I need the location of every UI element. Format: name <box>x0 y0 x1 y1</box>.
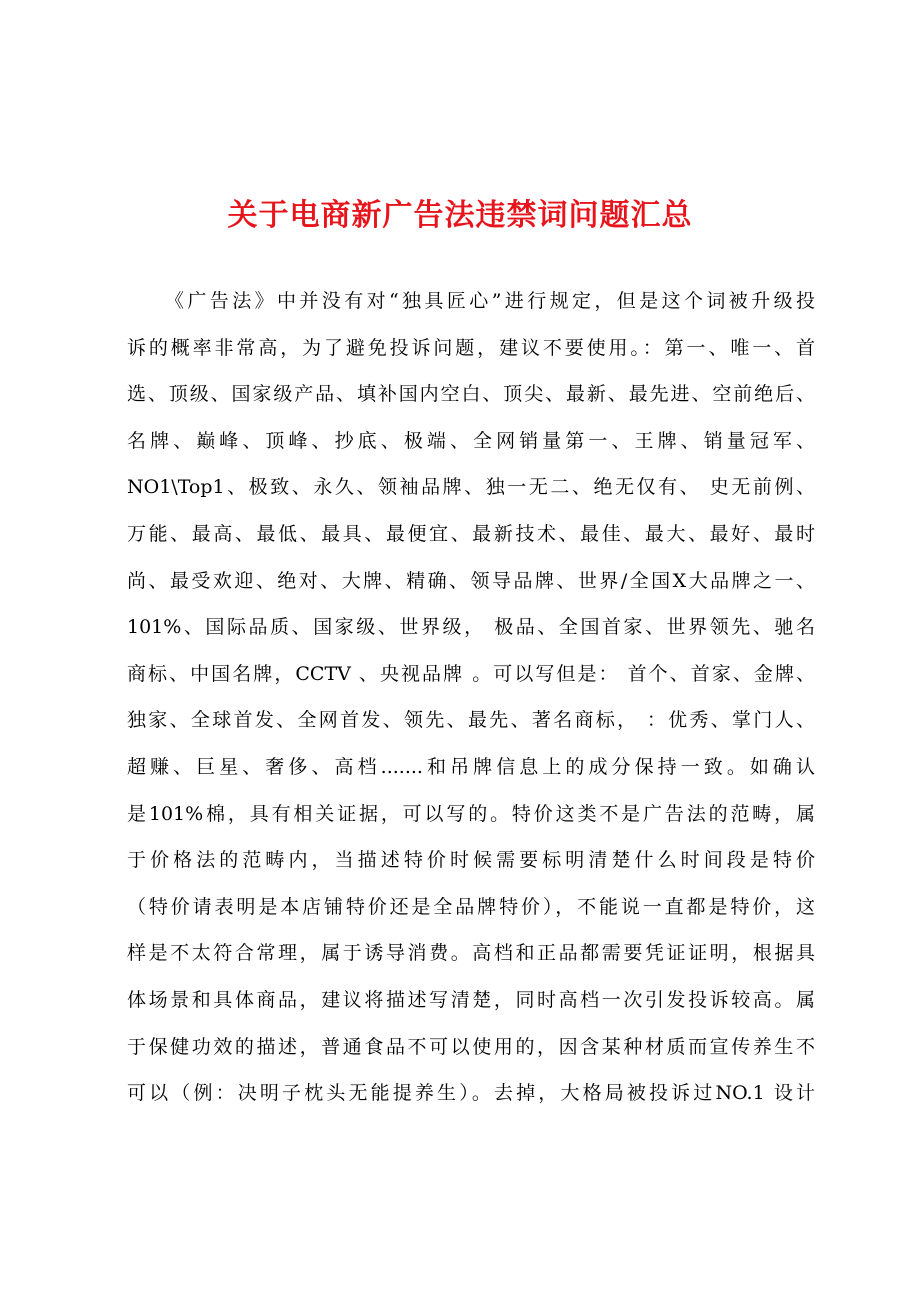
text-line: 可以（例：决明子枕头无能提养生）。去掉，大格局被投诉过NO.1 设计 <box>127 1082 815 1105</box>
text-line: （特价请表明是本店铺特价还是全品牌特价），不能说一直都是特价，这 <box>127 895 815 918</box>
text-line: 于价格法的范畴内，当描述特价时候需要标明清楚什么时间段是特价 <box>127 849 815 872</box>
text-line: 万能、最高、最低、最具、最便宜、最新技术、最佳、最大、最好、最时 <box>127 522 815 545</box>
body-paragraph <box>127 278 815 1117</box>
text-line: 于保健功效的描述，普通食品不可以使用的，因含某种材质而宣传养生不 <box>127 1035 815 1058</box>
text-line: 名牌、巅峰、顶峰、抄底、极端、全网销量第一、王牌、销量冠军、 <box>127 429 815 452</box>
text-line: NO1\Top1、极致、永久、领袖品牌、独一无二、绝无仅有、 史无前例、 <box>127 476 815 499</box>
text-line: 独家、全球首发、全网首发、领先、最先、著名商标， ：优秀、掌门人、 <box>127 709 815 732</box>
text-line: 诉的概率非常高，为了避免投诉问题，建议不要使用。：第一、唯一、首 <box>127 336 815 359</box>
text-line: 尚、最受欢迎、绝对、大牌、精确、领导品牌、世界/全国X大品牌之一、 <box>127 569 815 592</box>
text-line: 体场景和具体商品，建议将描述写清楚，同时高档一次引发投诉较高。属 <box>127 988 815 1011</box>
text-line: 商标、中国名牌，CCTV 、央视品牌 。可以写但是： 首个、首家、金牌、 <box>127 662 815 685</box>
text-line: 样是不太符合常理，属于诱导消费。高档和正品都需要凭证证明，根据具 <box>127 942 815 965</box>
text-line: 101%、国际品质、国家级、世界级， 极品、全国首家、世界领先、驰名 <box>127 616 815 639</box>
text-line: 《广告法》中并没有对“独具匠心”进行规定，但是这个词被升级投 <box>165 290 815 312</box>
text-line: 选、顶级、国家级产品、填补国内空白、顶尖、最新、最先进、空前绝后、 <box>127 383 815 406</box>
page-title: 关于电商新广告法违禁词问题汇总 <box>227 198 693 233</box>
text-line: 是101%棉，具有相关证据，可以写的。特价这类不是广告法的范畴，属 <box>127 802 815 825</box>
text-line: 超赚、巨星、奢侈、高档.......和吊牌信息上的成分保持一致。如确认 <box>127 755 815 778</box>
